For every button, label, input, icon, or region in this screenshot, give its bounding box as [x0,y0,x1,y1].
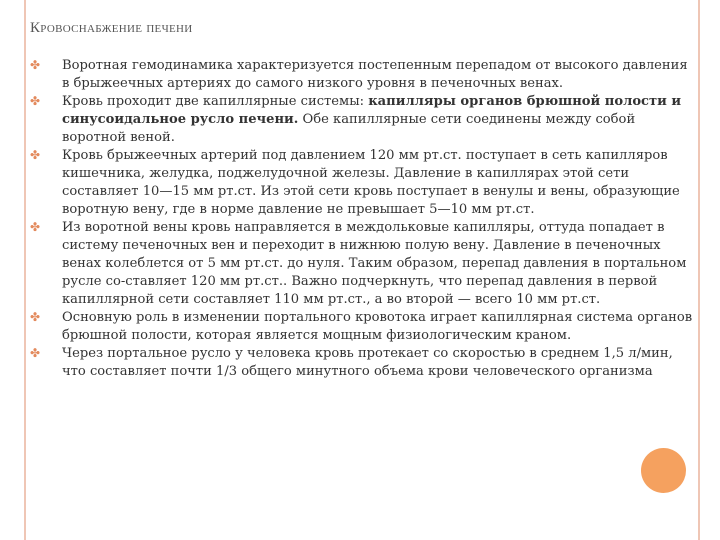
bullet-text: Кровь брыжеечных артерий под давлением 120 мм рт.ст. поступает в сеть капилляров кишечника, желудка, поджелудочной железы. Давление в капиллярах этой сети составляет 10—15 мм рт.ст. Из этой сети кровь поступает в венулы и вены, образующие воротную вену, где в норме давление не превышает 5—10 мм рт.ст. [62,148,680,217]
bullet-text-pre: Кровь проходит две капиллярные системы: [62,94,369,109]
slide-title: Кровоснабжение печени [30,20,193,36]
decorative-flourish-icon: ✤ [30,148,41,162]
bullet-list [30,57,698,381]
bullet-item [30,93,698,147]
bullet-item [30,57,698,93]
bullet-item [30,309,698,345]
decorative-orange-circle [641,448,686,493]
right-decorative-rule [698,0,700,540]
decorative-flourish-icon: ✤ [30,58,41,72]
left-decorative-rule [24,0,26,540]
bullet-text-bold: капилляры органов брюшной полости и синусоидальное русло печени. [62,94,682,127]
decorative-flourish-icon: ✤ [30,310,41,324]
bullet-item [30,147,698,219]
decorative-flourish-icon: ✤ [30,346,41,360]
bullet-item [30,345,698,381]
decorative-flourish-icon: ✤ [30,220,41,234]
bullet-text: Основную роль в изменении портального кровотока играет капиллярная система органов брюшной полости, которая является мощным физиологическим краном. [62,310,693,343]
bullet-item [30,219,698,309]
bullet-text: Из воротной вены кровь направляется в междольковые капилляры, оттуда попадает в систему печеночных вен и переходит в нижнюю полую вену. Давление в печеночных венах колеблется от 5 мм рт.ст. до нуля. Таким образом, перепад давления в портальном русле со-ставляет 120 мм рт.ст.. Важно подчеркнуть, что перепад давления в первой капиллярной сети составляет 110 мм рт.ст., а во второй — всего 10 мм рт.ст. [62,220,687,307]
bullet-text-post: Обе капиллярные сети соединены между собой воротной веной. [62,112,636,145]
bullet-text: Через портальное русло у человека кровь протекает со скоростью в среднем 1,5 л/мин, что составляет почти 1/3 общего минутного объема крови человеческого организма [62,346,673,379]
bullet-text: Воротная гемодинамика характеризуется постепенным перепадом от высокого давления в брыжеечных артериях до самого низкого уровня в печеночных венах. [62,58,688,91]
decorative-flourish-icon: ✤ [30,94,41,108]
